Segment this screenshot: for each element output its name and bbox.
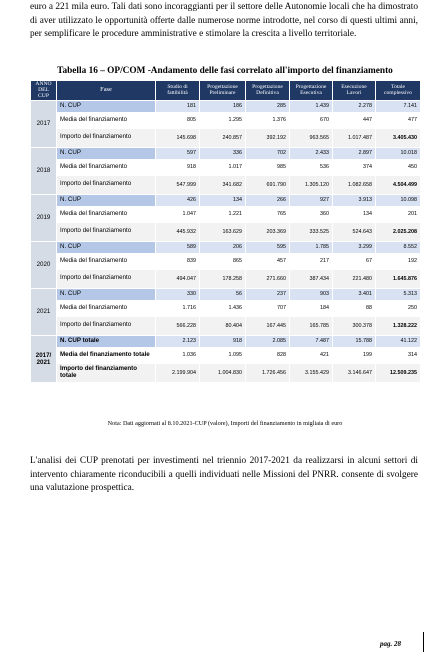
value-cell: 1.376 (246, 112, 290, 128)
table-row (31, 159, 421, 175)
header-col: Progettazione Preliminare (200, 81, 246, 101)
value-cell: 589 (156, 241, 200, 253)
value-cell: 206 (200, 241, 246, 253)
value-cell: 181 (156, 100, 200, 112)
value-cell: 2.123 (156, 335, 200, 347)
value-cell: 341.682 (200, 175, 246, 194)
value-cell: 707 (246, 300, 290, 316)
value-cell: 566.228 (156, 316, 200, 335)
value-cell: 221.480 (333, 269, 376, 288)
value-cell: 457 (246, 253, 290, 269)
header-col: Studio di fattibilità (156, 81, 200, 101)
value-cell: 865 (200, 253, 246, 269)
value-cell: 547.999 (156, 175, 200, 194)
fase-cell: Media del finanziamento (57, 300, 156, 316)
value-cell: 670 (290, 112, 333, 128)
value-cell: 2.025.208 (376, 222, 421, 241)
value-cell: 217 (290, 253, 333, 269)
value-cell: 165.785 (290, 316, 333, 335)
value-cell: 10.018 (376, 147, 421, 159)
value-cell: 2.085 (246, 335, 290, 347)
value-cell: 1.305.120 (290, 175, 333, 194)
value-cell: 702 (246, 147, 290, 159)
fase-cell: Media del finanziamento (57, 159, 156, 175)
value-cell: 597 (156, 147, 200, 159)
value-cell: 1.017 (200, 159, 246, 175)
year-cell: 2019 (31, 194, 57, 241)
value-cell: 1.645.876 (376, 269, 421, 288)
value-cell: 524.643 (333, 222, 376, 241)
year-cell: 2017/ 2021 (31, 335, 57, 382)
value-cell: 199 (333, 347, 376, 363)
year-cell: 2018 (31, 147, 57, 194)
value-cell: 285 (246, 100, 290, 112)
value-cell: 237 (246, 288, 290, 300)
value-cell: 494.047 (156, 269, 200, 288)
table-header-row (31, 81, 421, 101)
value-cell: 1.004.830 (200, 363, 246, 382)
value-cell: 1.082.658 (333, 175, 376, 194)
fase-cell: Media del finanziamento totale (57, 347, 156, 363)
value-cell: 41.122 (376, 335, 421, 347)
value-cell: 184 (290, 300, 333, 316)
value-cell: 1.785 (290, 241, 333, 253)
value-cell: 392.192 (246, 128, 290, 147)
table-row (31, 288, 421, 300)
value-cell: 1.439 (290, 100, 333, 112)
value-cell: 985 (246, 159, 290, 175)
value-cell: 828 (246, 347, 290, 363)
fase-cell: N. CUP (57, 288, 156, 300)
value-cell: 2.199.904 (156, 363, 200, 382)
value-cell: 691.790 (246, 175, 290, 194)
table-row (31, 300, 421, 316)
value-cell: 903 (290, 288, 333, 300)
fase-cell: Media del finanziamento (57, 253, 156, 269)
value-cell: 1.328.222 (376, 316, 421, 335)
table-row (31, 335, 421, 347)
value-cell: 839 (156, 253, 200, 269)
value-cell: 56 (200, 288, 246, 300)
table-row (31, 112, 421, 128)
table-row (31, 316, 421, 335)
value-cell: 1.726.456 (246, 363, 290, 382)
value-cell: 3.146.647 (333, 363, 376, 382)
value-cell: 765 (246, 206, 290, 222)
value-cell: 15.788 (333, 335, 376, 347)
value-cell: 1.095 (200, 347, 246, 363)
value-cell: 88 (333, 300, 376, 316)
value-cell: 450 (376, 159, 421, 175)
header-anno: ANNO DEL CUP (31, 81, 57, 101)
year-cell: 2017 (31, 100, 57, 147)
value-cell: 314 (376, 347, 421, 363)
value-cell: 4.504.499 (376, 175, 421, 194)
value-cell: 330 (156, 288, 200, 300)
year-cell: 2021 (31, 288, 57, 335)
value-cell: 927 (290, 194, 333, 206)
fase-cell: Importo del finanziamento (57, 128, 156, 147)
value-cell: 80.404 (200, 316, 246, 335)
value-cell: 134 (333, 206, 376, 222)
fase-cell: Importo del finanziamento (57, 222, 156, 241)
fase-cell: N. CUP totale (57, 335, 156, 347)
table-row (31, 347, 421, 363)
value-cell: 918 (200, 335, 246, 347)
value-cell: 178.258 (200, 269, 246, 288)
value-cell: 3.299 (333, 241, 376, 253)
header-col: Progettazione Definitiva (246, 81, 290, 101)
value-cell: 250 (376, 300, 421, 316)
value-cell: 3.155.429 (290, 363, 333, 382)
fase-cell: N. CUP (57, 147, 156, 159)
value-cell: 1.716 (156, 300, 200, 316)
value-cell: 3.913 (333, 194, 376, 206)
fase-cell: Importo del finanziamento (57, 175, 156, 194)
value-cell: 240.857 (200, 128, 246, 147)
year-cell: 2020 (31, 241, 57, 288)
fase-cell: Media del finanziamento (57, 206, 156, 222)
value-cell: 374 (333, 159, 376, 175)
data-table (30, 80, 421, 383)
value-cell: 536 (290, 159, 333, 175)
fase-cell: Importo del finanziamento (57, 269, 156, 288)
value-cell: 300.378 (333, 316, 376, 335)
value-cell: 2.897 (333, 147, 376, 159)
value-cell: 805 (156, 112, 200, 128)
page-number: pag. 28 (380, 640, 401, 648)
value-cell: 3.401 (333, 288, 376, 300)
value-cell: 192 (376, 253, 421, 269)
header-fase: Fase (57, 81, 156, 101)
value-cell: 12.509.235 (376, 363, 421, 382)
value-cell: 3.405.430 (376, 128, 421, 147)
fase-cell: Importo del finanziamento totale (57, 363, 156, 382)
table-row (31, 241, 421, 253)
table-row (31, 253, 421, 269)
value-cell: 426 (156, 194, 200, 206)
value-cell: 67 (333, 253, 376, 269)
value-cell: 5.313 (376, 288, 421, 300)
value-cell: 7.141 (376, 100, 421, 112)
value-cell: 360 (290, 206, 333, 222)
value-cell: 145.698 (156, 128, 200, 147)
value-cell: 2.278 (333, 100, 376, 112)
fase-cell: Importo del finanziamento (57, 316, 156, 335)
header-col: Progettazione Esecutiva (290, 81, 333, 101)
fase-cell: N. CUP (57, 241, 156, 253)
value-cell: 421 (290, 347, 333, 363)
table-note: Nota: Dati aggiornati al 8.10.2021-CUP (valore), Importi del finanziamento in migliaia di euro (107, 420, 343, 427)
fase-cell: Media del finanziamento (57, 112, 156, 128)
value-cell: 477 (376, 112, 421, 128)
value-cell: 167.445 (246, 316, 290, 335)
value-cell: 1.047 (156, 206, 200, 222)
table-caption: Tabella 16 – OP/COM -Andamento delle fasi correlato all'importo del finanziamento (57, 66, 393, 76)
value-cell: 10.098 (376, 194, 421, 206)
value-cell: 7.487 (290, 335, 333, 347)
value-cell: 1.221 (200, 206, 246, 222)
value-cell: 387.434 (290, 269, 333, 288)
header-col: Esecuzione Lavori (333, 81, 376, 101)
value-cell: 447 (333, 112, 376, 128)
table-row (31, 100, 421, 112)
value-cell: 336 (200, 147, 246, 159)
value-cell: 1.295 (200, 112, 246, 128)
value-cell: 203.369 (246, 222, 290, 241)
table-row (31, 194, 421, 206)
header-col: Totale complessivo (376, 81, 421, 101)
table-row (31, 363, 421, 382)
value-cell: 1.036 (156, 347, 200, 363)
page-rule (423, 632, 424, 652)
value-cell: 201 (376, 206, 421, 222)
value-cell: 445.932 (156, 222, 200, 241)
fase-cell: N. CUP (57, 100, 156, 112)
value-cell: 2.433 (290, 147, 333, 159)
table-row (31, 206, 421, 222)
table-row (31, 222, 421, 241)
value-cell: 186 (200, 100, 246, 112)
table-row (31, 269, 421, 288)
value-cell: 266 (246, 194, 290, 206)
fase-cell: N. CUP (57, 194, 156, 206)
value-cell: 8.552 (376, 241, 421, 253)
value-cell: 1.017.487 (333, 128, 376, 147)
table-row (31, 175, 421, 194)
body-paragraph-bottom: L'analisi dei CUP prenotati per investimenti nel triennio 2017-2021 da realizzarsi in alcuni settori di intervento chiaramente riconducibili a quelli individuati nelle Missioni del PNRR. consente di svolgere una valutazione prospettica. (30, 456, 418, 494)
value-cell: 163.629 (200, 222, 246, 241)
table-row (31, 128, 421, 147)
value-cell: 918 (156, 159, 200, 175)
value-cell: 595 (246, 241, 290, 253)
value-cell: 1.436 (200, 300, 246, 316)
body-paragraph-top: euro a 221 mila euro. Tali dati sono incoraggianti per il settore delle Autonomie locali che ha dimostrato di aver utilizzato le opportunità offerte dalle numerose norme introdotte, nel corso di questi ultimi anni, per semplificare le procedure amministrative e stimolare la crescita a livello territoriale. (30, 2, 418, 40)
value-cell: 963.565 (290, 128, 333, 147)
value-cell: 271.660 (246, 269, 290, 288)
table-row (31, 147, 421, 159)
value-cell: 134 (200, 194, 246, 206)
value-cell: 333.525 (290, 222, 333, 241)
